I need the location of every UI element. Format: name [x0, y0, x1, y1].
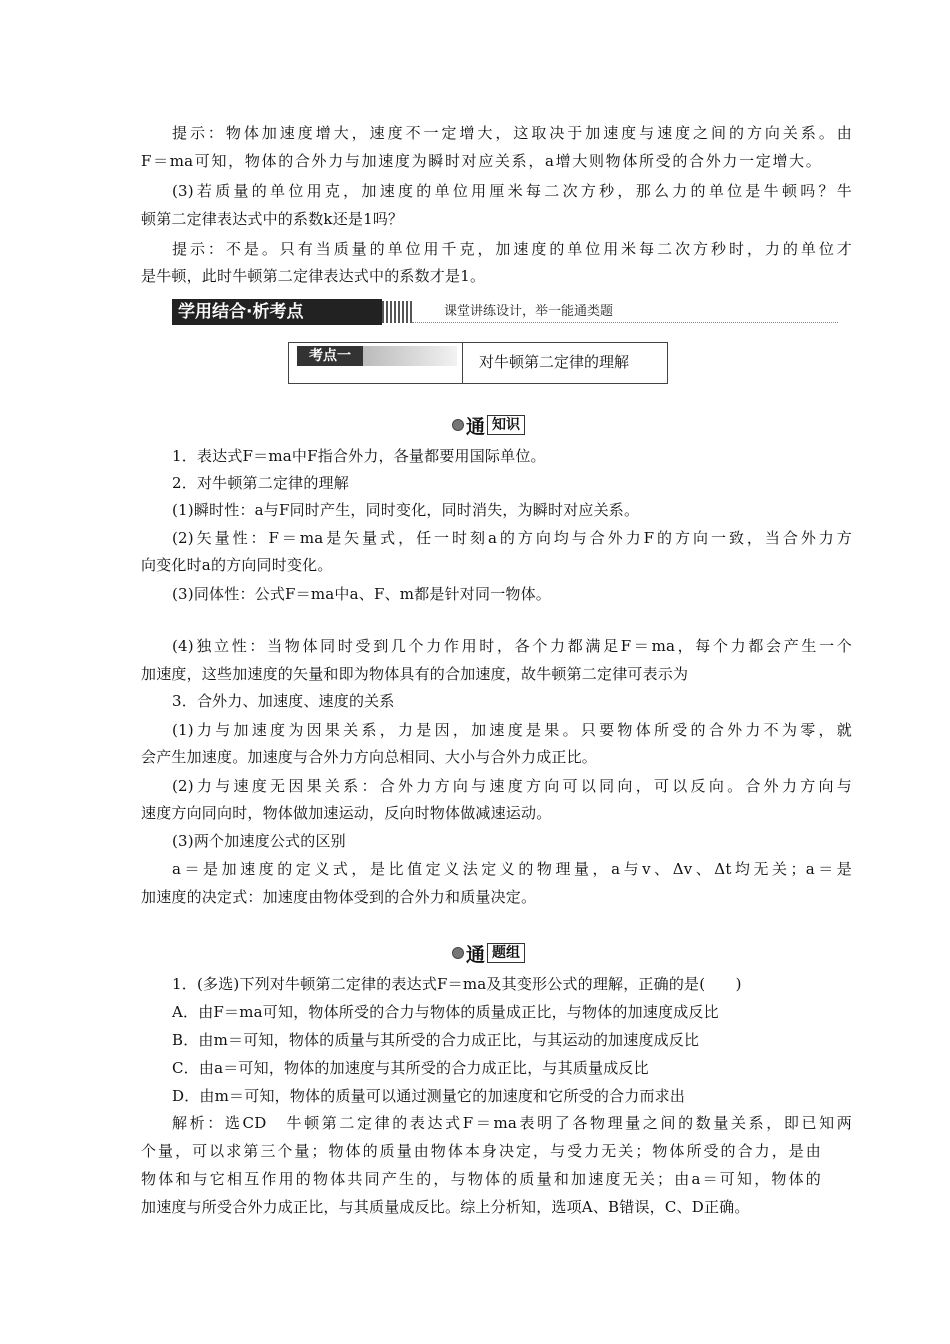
knowledge-line-11a: a＝是加速度的定义式，是比值定义法定义的物理量，a与v、Δv、Δt均无关；a＝是 [172, 860, 852, 878]
knowledge-line-7: 3．合外力、加速度、速度的关系 [172, 692, 395, 710]
knowledge-line-8a: (1)力与加速度为因果关系，力是因，加速度是果。只要物体所受的合外力不为零，就 [172, 721, 852, 739]
option-b: B．由m＝可知，物体的质量与其所受的合力成正比，与其运动的加速度成反比 [172, 1031, 700, 1049]
heading-knowledge-small: 知识 [487, 415, 525, 435]
kaodian-tag: 考点一 [297, 346, 363, 366]
banner-title: 学用结合·析考点 [172, 299, 382, 325]
heading-problems [452, 941, 525, 965]
solution-line-1: 解析：选CD 牛顿第二定律的表达式F＝ma表明了各物理量之间的数量关系，即已知两 [172, 1114, 852, 1132]
knowledge-line-10: (3)两个加速度公式的区别 [172, 832, 346, 850]
knowledge-line-4b: 向变化时a的方向同时变化。 [141, 556, 333, 574]
hint-1-line-1: 提示：物体加速度增大，速度不一定增大，这取决于加速度与速度之间的方向关系。由 [172, 124, 852, 142]
banner-stripes-decoration [382, 301, 412, 323]
knowledge-line-8b: 会产生加速度。加速度与合外力方向总相同、大小与合外力成正比。 [141, 748, 598, 766]
heading-problems-small: 题组 [487, 943, 525, 963]
hint-2-line-2: 是牛顿，此时牛顿第二定律表达式中的系数才是1。 [141, 267, 486, 285]
heading-knowledge [452, 413, 525, 437]
kaodian-tag-shade [363, 346, 457, 366]
knowledge-line-6b: 加速度，这些加速度的矢量和即为物体具有的合加速度，故牛顿第二定律可表示为 [141, 665, 689, 683]
knowledge-line-9a: (2)力与速度无因果关系：合外力方向与速度方向可以同向，可以反向。合外力方向与 [172, 777, 852, 795]
option-d: D．由m＝可知，物体的质量可以通过测量它的加速度和它所受的合力而求出 [172, 1087, 686, 1105]
knowledge-line-2: 2．对牛顿第二定律的理解 [172, 474, 349, 492]
solution-line-3: 物体和与它相互作用的物体共同产生的，与物体的质量和加速度无关；由a＝可知，物体的 [141, 1170, 821, 1188]
pin-icon [452, 947, 464, 959]
knowledge-line-4a: (2)矢量性：F＝ma是矢量式，任一时刻a的方向均与合外力F的方向一致，当合外力方 [172, 529, 852, 547]
kaodian-title: 对牛顿第二定律的理解 [479, 353, 630, 371]
knowledge-line-11b: 加速度的决定式：加速度由物体受到的合外力和质量决定。 [141, 888, 537, 906]
knowledge-line-5: (3)同体性：公式F＝ma中a、F、m都是针对同一物体。 [172, 585, 551, 603]
question-1: 1．(多选)下列对牛顿第二定律的表达式F＝ma及其变形公式的理解，正确的是( ) [172, 975, 742, 993]
heading-problems-big: 通 [466, 943, 486, 966]
heading-knowledge-big: 通 [466, 415, 486, 438]
knowledge-line-1: 1．表达式F＝ma中F指合外力，各量都要用国际单位。 [172, 447, 546, 465]
knowledge-line-3: (1)瞬时性：a与F同时产生，同时变化，同时消失，为瞬时对应关系。 [172, 501, 640, 519]
hint-1-line-2: F＝ma可知，物体的合外力与加速度为瞬时对应关系，a增大则物体所受的合外力一定增大。 [141, 152, 821, 170]
solution-line-4: 加速度与所受合外力成正比，与其质量成反比。综上分析知，选项A、B错误，C、D正确。 [141, 1198, 750, 1216]
kaodian-divider [462, 343, 463, 383]
knowledge-line-6a: (4)独立性：当物体同时受到几个力作用时，各个力都满足F＝ma，每个力都会产生一个 [172, 637, 852, 655]
pin-icon [452, 419, 464, 431]
option-c: C．由a＝可知，物体的加速度与其所受的合力成正比，与其质量成反比 [172, 1059, 649, 1077]
solution-line-2: 个量，可以求第三个量；物体的质量由物体本身决定，与受力无关；物体所受的合力，是由 [141, 1142, 821, 1160]
hint-2-line-1: 提示：不是。只有当质量的单位用千克，加速度的单位用米每二次方秒时，力的单位才 [172, 240, 852, 258]
banner-subtitle: 课堂讲练设计，举一能通类题 [444, 304, 614, 319]
section-banner [172, 299, 838, 325]
question-3-line-2: 顿第二定律表达式中的系数k还是1吗？ [141, 210, 404, 228]
knowledge-line-9b: 速度方向同向时，物体做加速运动，反向时物体做减速运动。 [141, 804, 552, 822]
question-3-line-1: (3)若质量的单位用克，加速度的单位用厘米每二次方秒，那么力的单位是牛顿吗？牛 [172, 182, 852, 200]
kaodian-box [288, 342, 668, 384]
option-a: A．由F＝ma可知，物体所受的合力与物体的质量成正比，与物体的加速度成反比 [172, 1003, 719, 1021]
